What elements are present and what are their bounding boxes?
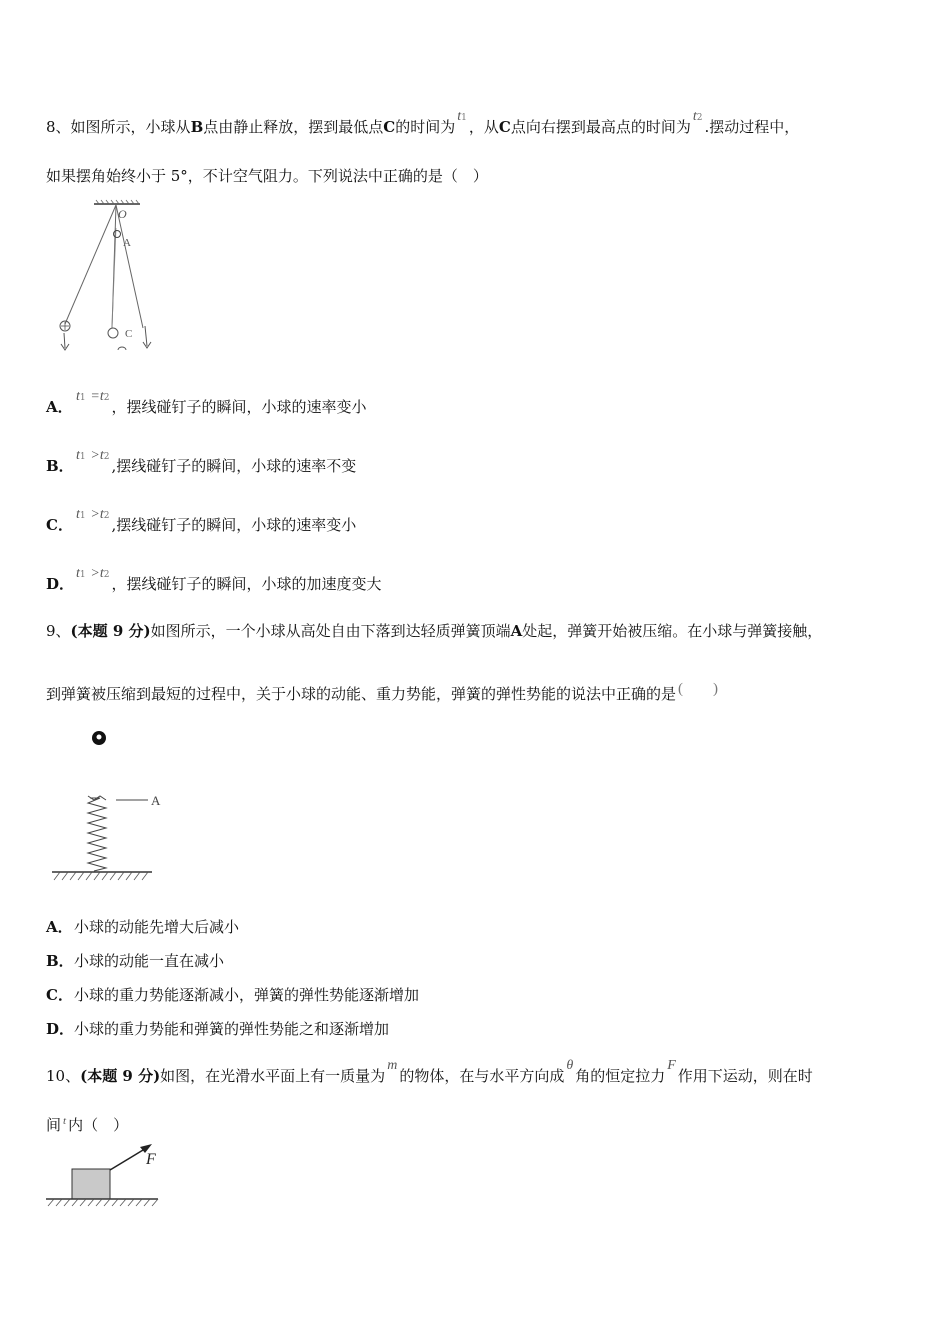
nail-icon	[114, 231, 121, 238]
block-figure	[44, 1140, 164, 1210]
t-relation: t1 >t2	[76, 507, 110, 522]
q9-option-c[interactable]: C．小球的重力势能逐渐减小，弹簧的弹性势能逐渐增加	[46, 986, 420, 1004]
q9-number: 9、	[46, 622, 71, 640]
fig-label-O: O	[118, 207, 127, 221]
q10-number: 10、	[46, 1067, 81, 1085]
time-symbol: t	[63, 1115, 67, 1127]
q9-option-a[interactable]: A．小球的动能先增大后减小	[46, 918, 240, 936]
t-relation: t1 >t2	[76, 566, 110, 581]
pendulum-figure	[50, 198, 170, 356]
q8-line2: 如果摆角始终小于 5°，不计空气阻力。下列说法中正确的是（ ）	[46, 167, 488, 185]
theta-symbol: θ	[566, 1058, 574, 1073]
spring-figure	[48, 728, 168, 884]
q8-option-d[interactable]: D．t1 >t2 ，摆线碰钉子的瞬间，小球的加速度变大	[46, 573, 382, 594]
q9-option-d[interactable]: D．小球的重力势能和弹簧的弹性势能之和逐渐增加	[46, 1020, 390, 1038]
q9-option-b[interactable]: B．小球的动能一直在减小	[46, 952, 225, 970]
t-relation: t1 =t2	[76, 389, 110, 404]
fig-label-C: C	[125, 328, 133, 340]
fig-label-A: A	[123, 237, 131, 249]
spring-label-A: A	[151, 793, 161, 808]
q9-line2: 到弹簧被压缩到最短的过程中，关于小球的动能、重力势能，弹簧的弹性势能的说法中正确的是 ( )	[46, 681, 719, 703]
q9-line1: 9、(本题 9 分)如图所示，一个小球从高处自由下落到达轻质弹簧顶端A处起，弹簧开始被压缩。在小球与弹簧接触，	[46, 622, 823, 640]
t-relation: t1 >t2	[76, 448, 110, 463]
q8-option-a[interactable]: A．t1 =t2 ，摆线碰钉子的瞬间，小球的速率变小	[46, 396, 367, 417]
force-label: F	[146, 1151, 156, 1168]
ball-at-C	[108, 328, 118, 338]
q8-option-b[interactable]: B．t1 >t2 ,摆线碰钉子的瞬间，小球的速率不变	[46, 455, 356, 476]
q8-option-c[interactable]: C．t1 >t2 ,摆线碰钉子的瞬间，小球的速率变小	[46, 514, 356, 535]
mass-symbol: m	[387, 1058, 398, 1073]
t2-symbol: t2	[692, 109, 703, 124]
q8-line1: 8、如图所示，小球从B点由静止释放，摆到最低点C的时间为t1 ，从C点向右摆到最高点的时间为t2 .摆动过程中，	[46, 116, 799, 137]
q8-number: 8、	[46, 118, 71, 136]
force-symbol: F	[667, 1058, 676, 1073]
q10-line2: 间 t 内（ ）	[46, 1115, 129, 1134]
t1-symbol: t1	[457, 109, 467, 124]
block	[72, 1169, 110, 1199]
q10-line1: 10、(本题 9 分)如图，在光滑水平面上有一质量为m的物体，在与水平方向成θ角的恒定拉力F作用下运动，则在时	[46, 1058, 813, 1085]
